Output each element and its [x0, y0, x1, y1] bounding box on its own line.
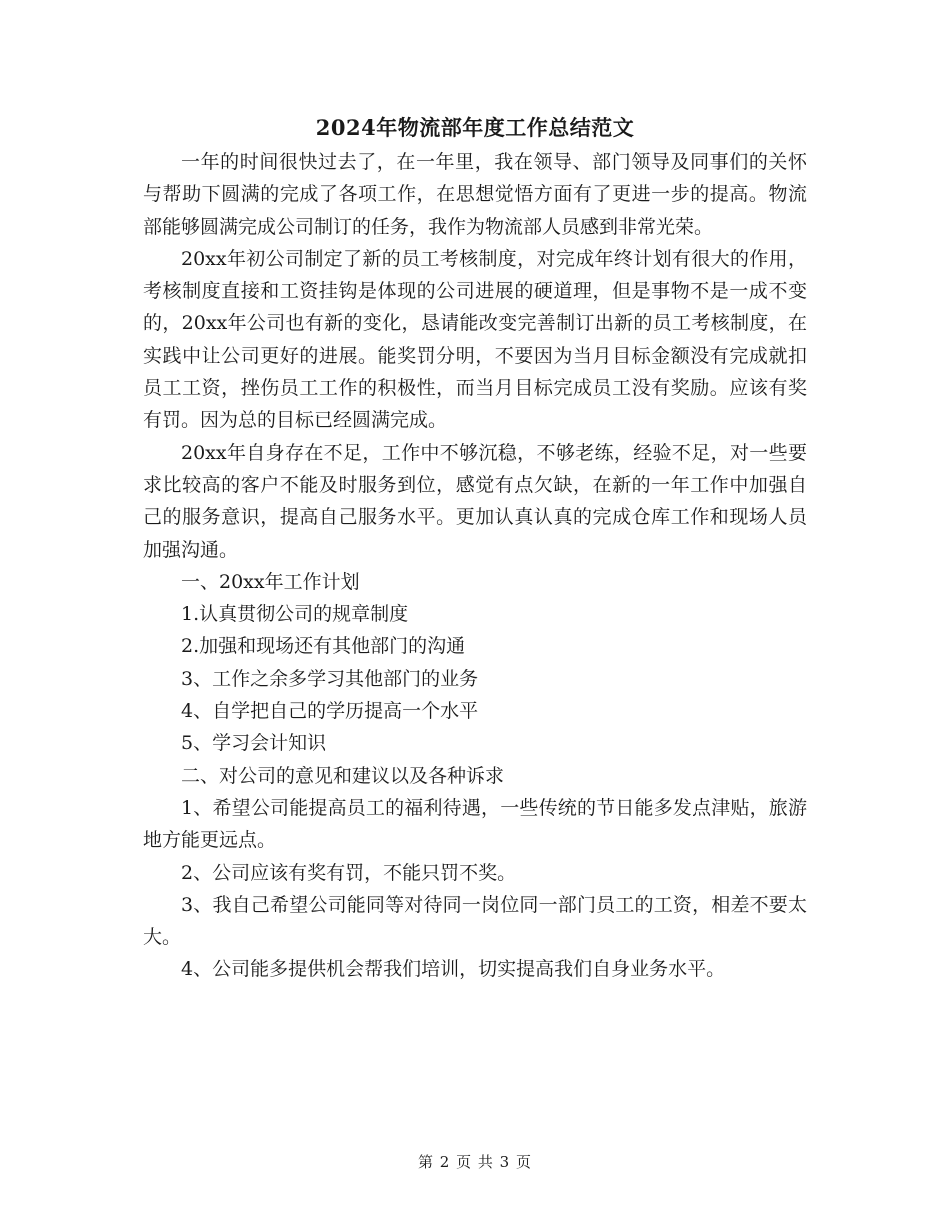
- list-item-plan-1: 1.认真贯彻公司的规章制度: [181, 603, 409, 626]
- paragraph-shortcomings: 20xx年自身存在不足，工作中不够沉稳，不够老练，经验不足，对一些要求比较高的客户不能及时服务到位，感觉有点欠缺，在新的一年工作中加强自己的服务意识，提高自己服务水平。更加认真认真的完成仓库工作和现场人员加强沟通。: [143, 441, 807, 561]
- list-item-plan-3: 3、工作之余多学习其他部门的业务: [181, 667, 479, 690]
- list-item-plan-5: 5、学习会计知识: [181, 732, 327, 755]
- section-heading-suggestions: 二、对公司的意见和建议以及各种诉求: [181, 764, 505, 787]
- paragraph-assessment: 20xx年初公司制定了新的员工考核制度，对完成年终计划有很大的作用，考核制度直接和工资挂钩是体现的公司进展的硬道理，但是事物不是一成不变的，20xx年公司也有新的变化，恳请能改变完善制订出新的员工考核制度，在实践中让公司更好的进展。能奖罚分明，不要因为当月目标金额没有完成就扣员工工资，挫伤员工工作的积极性，而当月目标完成员工没有奖励。应该有奖有罚。因为总的目标已经圆满完成。: [143, 247, 807, 432]
- document-title: 2024年物流部年度工作总结范文: [315, 115, 635, 140]
- document-body: [143, 146, 807, 986]
- list-item-plan-4: 4、自学把自己的学历提高一个水平: [181, 700, 479, 723]
- list-item-suggestion-4: 4、公司能多提供机会帮我们培训，切实提高我们自身业务水平。: [181, 958, 726, 981]
- section-heading-plan: 一、20xx年工作计划: [181, 570, 360, 593]
- list-item-suggestion-1: 1、希望公司能提高员工的福利待遇，一些传统的节日能多发点津贴，旅游地方能更远点。: [143, 796, 807, 852]
- list-item-suggestion-2: 2、公司应该有奖有罚，不能只罚不奖。: [181, 861, 517, 884]
- page-number-footer: 第 2 页 共 3 页: [418, 1153, 532, 1171]
- list-item-plan-2: 2.加强和现场还有其他部门的沟通: [181, 635, 466, 658]
- list-item-suggestion-3: 3、我自己希望公司能同等对待同一岗位同一部门员工的工资，相差不要太大。: [143, 893, 807, 949]
- paragraph-intro: 一年的时间很快过去了，在一年里，我在领导、部门领导及同事们的关怀与帮助下圆满的完成了各项工作，在思想觉悟方面有了更进一步的提高。物流部能够圆满完成公司制订的任务，我作为物流部人员感到非常光荣。: [143, 151, 807, 238]
